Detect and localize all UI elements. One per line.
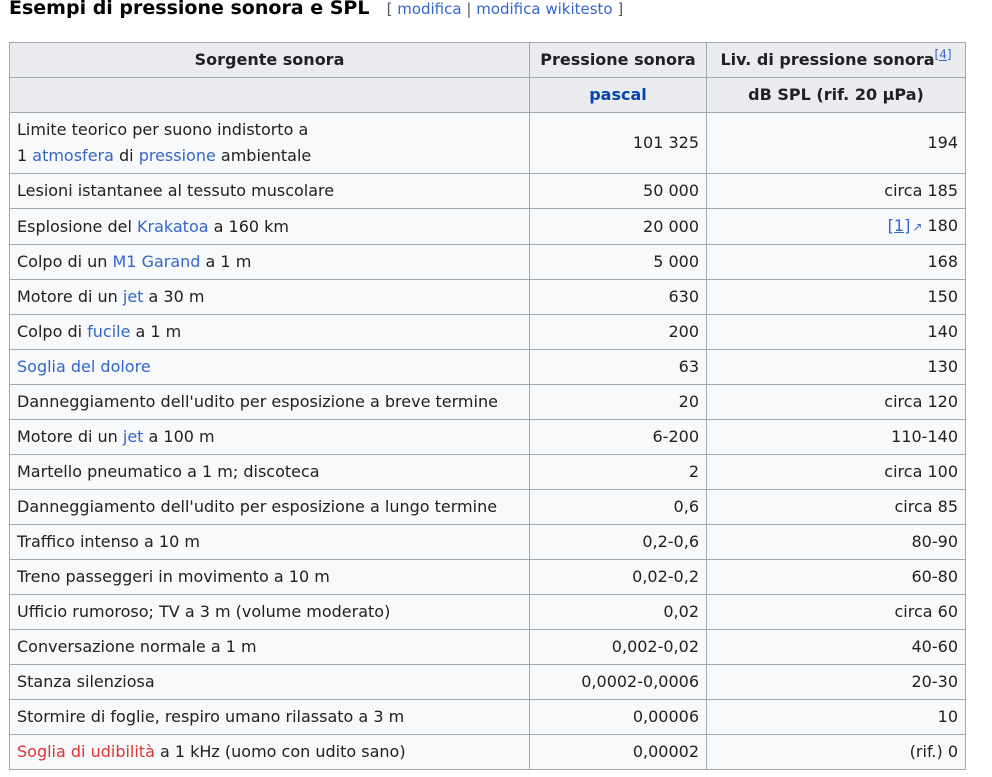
soglia-dolore-link[interactable]: Soglia del dolore bbox=[17, 357, 151, 376]
pressure-cell: 0,2-0,6 bbox=[530, 525, 707, 560]
external-link-icon: ↗ bbox=[912, 220, 923, 234]
table-row bbox=[10, 350, 966, 385]
source-text: Colpo di un bbox=[17, 252, 113, 271]
table-row bbox=[10, 315, 966, 350]
table-row bbox=[10, 735, 966, 770]
atmosfera-link[interactable]: atmosfera bbox=[32, 146, 114, 165]
level-cell: circa 185 bbox=[707, 174, 966, 209]
source-text: a 1 kHz (uomo con udito sano) bbox=[154, 742, 406, 761]
jet-link[interactable]: jet bbox=[122, 287, 144, 306]
level-cell: 60-80 bbox=[707, 560, 966, 595]
pressure-cell: 0,0002-0,0006 bbox=[530, 665, 707, 700]
source-cell: Conversazione normale a 1 m bbox=[10, 630, 530, 665]
pressure-cell: 63 bbox=[530, 350, 707, 385]
level-cell: circa 100 bbox=[707, 455, 966, 490]
section-title: Esempi di pressione sonora e SPL bbox=[9, 0, 370, 19]
level-value: 180 bbox=[922, 216, 958, 235]
source-text: Esplosione del bbox=[17, 216, 138, 236]
level-cell: 140 bbox=[707, 315, 966, 350]
source-cell: Stanza silenziosa bbox=[10, 665, 530, 700]
pressure-cell: 630 bbox=[530, 280, 707, 315]
source-cell: Danneggiamento dell'udito per esposizione a lungo termine bbox=[10, 490, 530, 525]
source-cell: Stormire di foglie, respiro umano rilassato a 3 m bbox=[10, 700, 530, 735]
krakatoa-link[interactable]: Krakatoa bbox=[137, 216, 209, 236]
table-row bbox=[10, 630, 966, 665]
source-cell bbox=[10, 420, 530, 455]
level-cell: 110-140 bbox=[707, 420, 966, 455]
table-row bbox=[10, 245, 966, 280]
level-cell: (rif.) 0 bbox=[707, 735, 966, 770]
pressure-cell: 0,00002 bbox=[530, 735, 707, 770]
pressure-cell: 20 000 bbox=[530, 209, 707, 245]
level-cell: circa 120 bbox=[707, 385, 966, 420]
edit-bracket-open: [ bbox=[386, 0, 393, 18]
header-pressure: Pressione sonora bbox=[530, 43, 707, 78]
header-level bbox=[707, 43, 966, 78]
table-units-row bbox=[10, 78, 966, 113]
table-row bbox=[10, 385, 966, 420]
citation-link-4[interactable]: [4] bbox=[934, 47, 952, 62]
source-text: 1 bbox=[17, 146, 33, 165]
level-cell: 80-90 bbox=[707, 525, 966, 560]
table-row bbox=[10, 209, 966, 245]
table-header-row bbox=[10, 43, 966, 78]
source-cell bbox=[10, 735, 530, 770]
level-cell: 150 bbox=[707, 280, 966, 315]
table-row bbox=[10, 174, 966, 209]
table-row bbox=[10, 525, 966, 560]
source-cell: Treno passeggeri in movimento a 10 m bbox=[10, 560, 530, 595]
table-row bbox=[10, 665, 966, 700]
source-cell bbox=[10, 209, 530, 245]
level-cell: circa 85 bbox=[707, 490, 966, 525]
header-level-label: Liv. di pressione sonora bbox=[720, 50, 935, 69]
fucile-link[interactable]: fucile bbox=[87, 322, 131, 341]
level-cell: 40-60 bbox=[707, 630, 966, 665]
source-cell: Danneggiamento dell'udito per esposizione a breve termine bbox=[10, 385, 530, 420]
edit-separator: | bbox=[466, 0, 472, 18]
units-level: dB SPL (rif. 20 μPa) bbox=[707, 78, 966, 113]
source-cell: Traffico intenso a 10 m bbox=[10, 525, 530, 560]
jet-link[interactable]: jet bbox=[122, 427, 144, 446]
source-text: a 160 km bbox=[208, 216, 289, 236]
table-row bbox=[10, 455, 966, 490]
level-cell: 194 bbox=[707, 113, 966, 174]
section-heading bbox=[9, 0, 623, 23]
level-cell: 168 bbox=[707, 245, 966, 280]
pressure-cell: 0,00006 bbox=[530, 700, 707, 735]
pressione-link[interactable]: pressione bbox=[138, 146, 216, 165]
table-row bbox=[10, 490, 966, 525]
pressure-cell: 50 000 bbox=[530, 174, 707, 209]
source-cell: Martello pneumatico a 1 m; discoteca bbox=[10, 455, 530, 490]
citation-ref bbox=[935, 48, 952, 62]
source-cell: Lesioni istantanee al tessuto muscolare bbox=[10, 174, 530, 209]
pressure-cell: 0,02 bbox=[530, 595, 707, 630]
source-cell bbox=[10, 280, 530, 315]
header-source: Sorgente sonora bbox=[10, 43, 530, 78]
edit-wikitext-link[interactable]: modifica wikitesto bbox=[476, 0, 613, 18]
source-text: ambientale bbox=[215, 146, 312, 165]
sound-pressure-table bbox=[9, 42, 966, 770]
level-cell: circa 60 bbox=[707, 595, 966, 630]
table-row bbox=[10, 420, 966, 455]
source-text: Motore di un bbox=[17, 427, 123, 446]
level-cell: 10 bbox=[707, 700, 966, 735]
table-row bbox=[10, 280, 966, 315]
source-text: di bbox=[113, 146, 139, 165]
edit-link[interactable]: modifica bbox=[397, 0, 462, 18]
edit-section-links bbox=[387, 0, 624, 18]
pressure-cell: 2 bbox=[530, 455, 707, 490]
edit-bracket-close: ] bbox=[617, 0, 624, 18]
units-pressure bbox=[530, 78, 707, 113]
m1-garand-link[interactable]: M1 Garand bbox=[112, 252, 201, 271]
table-row bbox=[10, 595, 966, 630]
table-row bbox=[10, 700, 966, 735]
pressure-cell: 5 000 bbox=[530, 245, 707, 280]
source-text: a 100 m bbox=[143, 427, 215, 446]
source-text: a 1 m bbox=[130, 322, 182, 341]
source-cell bbox=[10, 245, 530, 280]
source-text: Colpo di bbox=[17, 322, 88, 341]
source-cell bbox=[10, 315, 530, 350]
pressure-cell: 0,002-0,02 bbox=[530, 630, 707, 665]
table-row bbox=[10, 560, 966, 595]
level-cell: 20-30 bbox=[707, 665, 966, 700]
source-cell bbox=[10, 113, 530, 174]
source-text: a 30 m bbox=[143, 287, 205, 306]
pressure-cell: 0,02-0,2 bbox=[530, 560, 707, 595]
source-cell bbox=[10, 350, 530, 385]
pressure-cell: 6-200 bbox=[530, 420, 707, 455]
pressure-cell: 0,6 bbox=[530, 490, 707, 525]
external-ref-link[interactable]: [1] bbox=[887, 216, 911, 235]
pascal-link[interactable]: pascal bbox=[589, 85, 647, 104]
source-text: Limite teorico per suono indistorto a bbox=[17, 120, 309, 139]
level-cell: 130 bbox=[707, 350, 966, 385]
pressure-cell: 101 325 bbox=[530, 113, 707, 174]
pressure-cell: 20 bbox=[530, 385, 707, 420]
source-text: Motore di un bbox=[17, 287, 123, 306]
level-cell bbox=[707, 209, 966, 245]
units-source bbox=[10, 78, 530, 113]
soglia-udibilita-link[interactable]: Soglia di udibilità bbox=[17, 742, 155, 761]
source-cell: Ufficio rumoroso; TV a 3 m (volume moderato) bbox=[10, 595, 530, 630]
source-text: a 1 m bbox=[200, 252, 252, 271]
table-row bbox=[10, 113, 966, 174]
pressure-cell: 200 bbox=[530, 315, 707, 350]
